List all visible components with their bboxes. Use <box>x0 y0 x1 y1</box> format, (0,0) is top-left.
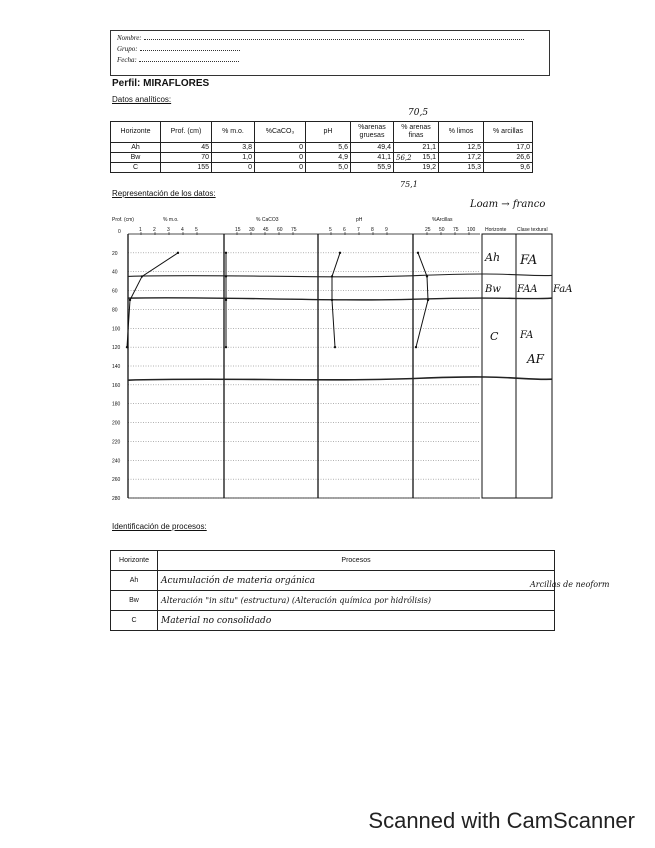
loam-note: Loam → franco <box>470 199 546 210</box>
curve-ph-point <box>339 252 341 254</box>
th-horizonte: Horizonte <box>111 122 161 143</box>
cell: 5,0 <box>306 163 351 173</box>
curve-mo-point <box>177 252 179 254</box>
depth-tick-label: 140 <box>112 364 121 370</box>
proc-text: Alteración "in situ" (estructura) (Alteración química por hidrólisis) <box>161 596 431 605</box>
horizon-label-ah: Ah <box>485 251 501 264</box>
prof-label: Prof. (cm) <box>112 217 134 223</box>
cell: 26,6 <box>484 153 533 163</box>
depth-tick-label: 100 <box>112 326 121 333</box>
depth-tick-label: 280 <box>112 496 121 502</box>
proc-cell-p <box>158 611 555 631</box>
panel-tick-label: 75 <box>291 227 297 233</box>
panel-title-ph: pH <box>356 217 363 223</box>
panel-tick-label: 30 <box>249 227 255 233</box>
panel-tick-label: 8 <box>371 227 374 233</box>
table-row <box>111 571 555 591</box>
depth-tick-label: 0 <box>118 229 121 235</box>
annot-bot: 75,1 <box>400 180 418 189</box>
cell: 155 <box>161 163 212 173</box>
table-row <box>111 153 533 163</box>
clase-label-ah: FA <box>520 253 538 268</box>
nombre-line <box>117 33 524 42</box>
th-limos: % limos <box>439 122 484 143</box>
nombre-label: Nombre: <box>117 34 142 42</box>
graph-frame <box>112 227 552 502</box>
panel-tick-label: 2 <box>153 227 156 233</box>
th-arenas-finas: % arenas finas <box>394 122 439 143</box>
datos-analiticos-label: Datos analíticos: <box>112 95 172 104</box>
curve-arcillas <box>416 253 428 347</box>
panel-tick-label: 15 <box>235 227 241 233</box>
cell: 19,2 <box>394 163 439 173</box>
horizonte-col-title: Horizonte <box>485 227 507 233</box>
cell: 55,9 <box>351 163 394 173</box>
th-caco3: %CaCO₃ <box>255 122 306 143</box>
fecha-line <box>117 55 239 64</box>
horizon-boundary-bw-c <box>128 298 552 300</box>
depth-tick-label: 160 <box>112 382 121 389</box>
depth-tick-label: 40 <box>112 269 118 276</box>
cell: 0 <box>212 163 255 173</box>
th-ph: pH <box>306 122 351 143</box>
curve-arcillas-point <box>415 346 417 348</box>
panel-tick-label: 100 <box>467 227 476 233</box>
cell: 41,1 <box>351 153 394 163</box>
panel-tick-label: 60 <box>277 227 283 233</box>
curve-ph-point <box>334 346 336 348</box>
panel-tick-label: 4 <box>181 227 184 233</box>
clase-col-title: Clase textural <box>517 227 548 233</box>
proc-cell-h: Bw <box>111 591 158 611</box>
cell: 17,0 <box>484 143 533 153</box>
clase-label-c-2: AF <box>527 352 544 366</box>
th-arcillas: % arcillas <box>484 122 533 143</box>
horizon-label-bw: Bw <box>485 284 501 295</box>
cell: 70 <box>161 153 212 163</box>
clase-label-c: FA <box>520 330 534 341</box>
th-mo: % m.o. <box>212 122 255 143</box>
proc-th-horizonte: Horizonte <box>111 551 158 571</box>
th-arenas-gruesas: %arenas gruesas <box>351 122 394 143</box>
grupo-label: Grupo: <box>117 45 138 53</box>
cell: 5,6 <box>306 143 351 153</box>
horizon-boundary-c-bottom <box>128 377 552 380</box>
camscanner-footer: Scanned with CamScanner <box>368 808 635 833</box>
cell: 17,2 <box>439 153 484 163</box>
cell: 0 <box>255 143 306 153</box>
table-row <box>111 163 533 173</box>
panel-tick-label: 50 <box>439 227 445 233</box>
th-prof: Prof. (cm) <box>161 122 212 143</box>
cell: 0 <box>255 163 306 173</box>
cell: 49,4 <box>351 143 394 153</box>
table-row <box>111 143 533 153</box>
curve-mo <box>127 253 178 347</box>
cell: 4,9 <box>306 153 351 163</box>
panel-tick-label: 9 <box>385 227 388 233</box>
cell: 12,5 <box>439 143 484 153</box>
horizon-box <box>482 234 552 498</box>
analytic-table <box>110 121 533 173</box>
cell: 15,3 <box>439 163 484 173</box>
horizon-boundary-ah-bw <box>128 274 552 277</box>
annot-mid: 56,2 <box>396 153 412 162</box>
curve-mo-point <box>126 346 128 348</box>
curve-arcillas-point <box>427 299 429 301</box>
depth-tick-label: 200 <box>112 420 121 427</box>
grupo-line <box>117 44 240 53</box>
depth-tick-label: 120 <box>112 345 121 352</box>
panel-tick-label: 5 <box>195 227 198 233</box>
curve-caco3-point <box>225 346 227 348</box>
table-header-row <box>111 122 533 143</box>
proc-th-procesos: Procesos <box>158 551 555 571</box>
curve-ph <box>332 253 340 347</box>
cell <box>394 153 439 163</box>
proc-cell-p <box>158 591 555 611</box>
panel-tick-label: 7 <box>357 227 360 233</box>
depth-tick-label: 220 <box>112 439 121 446</box>
clase-label-bw: FAA <box>517 284 538 295</box>
proc-cell-h: Ah <box>111 571 158 591</box>
curve-caco3-point <box>225 252 227 254</box>
proc-text: Acumulación de materia orgánica <box>161 575 316 586</box>
cell: 3,8 <box>212 143 255 153</box>
panel-title-arcillas: %Arcillas <box>432 217 453 223</box>
annot-top: 70,5 <box>408 108 429 118</box>
perfil-title: Perfil: MIRAFLORES <box>112 78 210 89</box>
depth-tick-label: 260 <box>112 477 121 484</box>
curve-mo-point <box>141 275 143 277</box>
cell: Ah <box>111 143 161 153</box>
cell-value: 15,1 <box>422 153 436 161</box>
cell: 45 <box>161 143 212 153</box>
proc-text: Material no consolidado <box>161 615 272 626</box>
curve-ph-point <box>331 299 333 301</box>
curve-caco3-point <box>225 275 227 277</box>
panel-tick-label: 6 <box>343 227 346 233</box>
panel-title-caco3: % CaCO3 <box>256 217 279 223</box>
curve-ph-point <box>331 275 333 277</box>
cell: 21,1 <box>394 143 439 153</box>
margin-note: Arcillas de neoform <box>530 580 610 589</box>
procesos-table <box>110 550 555 631</box>
cell: 0 <box>255 153 306 163</box>
cell: Bw <box>111 153 161 163</box>
proc-header-row <box>111 551 555 571</box>
curve-arcillas-point <box>426 275 428 277</box>
curve-caco3-point <box>225 299 227 301</box>
curve-arcillas-point <box>417 252 419 254</box>
representacion-label: Representación de los datos: <box>112 189 216 198</box>
panel-tick-label: 3 <box>167 227 170 233</box>
proc-cell-h: C <box>111 611 158 631</box>
panel-tick-label: 45 <box>263 227 269 233</box>
curve-mo-point <box>129 299 131 301</box>
depth-tick-label: 60 <box>112 288 118 295</box>
depth-tick-label: 80 <box>112 307 118 314</box>
cell: C <box>111 163 161 173</box>
horizon-label-c: C <box>490 330 499 343</box>
cell: 1,0 <box>212 153 255 163</box>
identificacion-label: Identificación de procesos: <box>112 522 207 531</box>
table-row <box>111 591 555 611</box>
proc-cell-p <box>158 571 555 591</box>
fecha-label: Fecha: <box>117 56 137 64</box>
student-info-box <box>110 30 550 76</box>
clase-side-bw: FaA <box>553 284 573 295</box>
panel-tick-label: 25 <box>425 227 431 233</box>
panel-tick-label: 75 <box>453 227 459 233</box>
panel-tick-label: 5 <box>329 227 332 233</box>
depth-tick-label: 180 <box>112 401 121 408</box>
table-row <box>111 611 555 631</box>
depth-tick-label: 20 <box>112 250 118 257</box>
panel-title-mo: % m.o. <box>163 217 179 223</box>
cell: 9,6 <box>484 163 533 173</box>
depth-tick-label: 240 <box>112 458 121 465</box>
panel-tick-label: 1 <box>139 227 142 233</box>
